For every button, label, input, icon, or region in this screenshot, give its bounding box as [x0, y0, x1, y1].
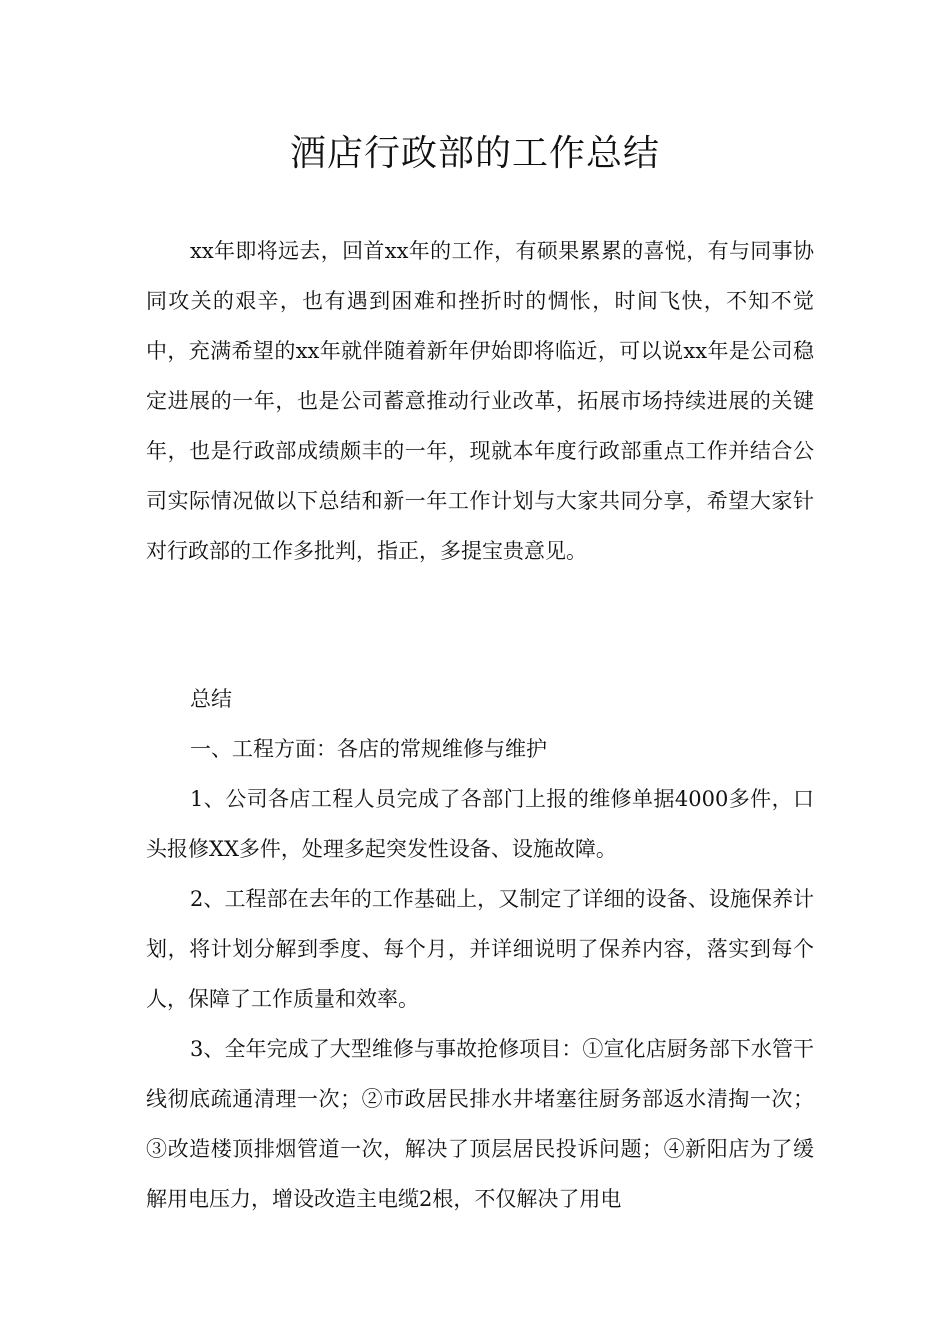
- section-heading: 总结: [190, 687, 232, 711]
- intro-paragraph: xx年即将远去，回首xx年的工作，有硕果累累的喜悦，有与同事协同攻关的艰辛，也有遇到困难和挫折时的惆怅，时间飞快，不知不觉中，充满希望的xx年就伴随着新年伊始即将临近，可以说xx年是公司稳定进展的一年，也是公司蓄意推动行业改革，拓展市场持续进展的关键年，也是行政部成绩颇丰的一年，现就本年度行政部重点工作并结合公司实际情况做以下总结和新一年工作计划与大家共同分享，希望大家针对行政部的工作多批判，指正，多提宝贵意见。: [146, 239, 814, 563]
- list-item: 3、全年完成了大型维修与事故抢修项目：①宣化店厨务部下水管干线彻底疏通清理一次；②市政居民排水井堵塞往厨务部返水清掏一次；③改造楼顶排烟管道一次，解决了顶层居民投诉问题；④新阳店为了缓解用电压力，增设改造主电缆2根，不仅解决了用电: [146, 1037, 814, 1211]
- list-item: 2、工程部在去年的工作基础上，又制定了详细的设备、设施保养计划，将计划分解到季度、每个月，并详细说明了保养内容，落实到每个人，保障了工作质量和效率。: [146, 887, 814, 1011]
- list-item: 1、公司各店工程人员完成了各部门上报的维修单据4000多件，口头报修XX多件，处理多起突发性设备、设施故障。: [146, 787, 814, 861]
- document-title: 酒店行政部的工作总结: [289, 133, 660, 174]
- subsection-heading: 一、工程方面：各店的常规维修与维护: [190, 737, 547, 761]
